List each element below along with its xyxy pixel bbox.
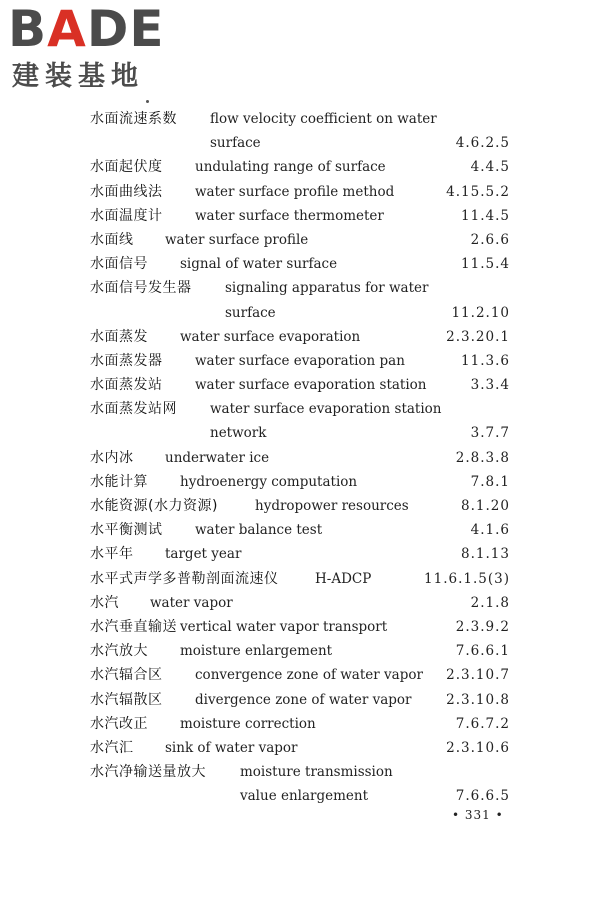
entry-english-term: undulating range of surface: [195, 159, 386, 176]
glossary-entry: [90, 397, 520, 421]
entry-chinese-term: 水面蒸发器: [90, 352, 163, 369]
entry-chinese-term: 水平年: [90, 546, 134, 563]
entry-chinese-term: 水面蒸发: [90, 328, 148, 345]
entry-english-term: underwater ice: [165, 449, 270, 466]
entry-english-term: water surface profile method: [195, 183, 395, 200]
entry-english-term: convergence zone of water vapor: [195, 667, 423, 684]
entry-chinese-term: 水汽垂直输送: [90, 618, 177, 635]
entry-english-term: moisture correction: [180, 715, 316, 732]
entry-chinese-term: 水面蒸发站网: [90, 401, 177, 418]
glossary-entry-continuation: [90, 131, 520, 155]
entry-english-term: moisture transmission: [240, 764, 393, 781]
glossary-entry-continuation: [90, 421, 520, 445]
entry-section-number: 7.6.6.1: [455, 643, 510, 660]
entry-english-term: hydropower resources: [255, 498, 409, 514]
entry-english-term-continued: network: [210, 425, 267, 442]
logo-accent-letter: A: [47, 0, 87, 58]
entry-english-term: signaling apparatus for water: [225, 280, 429, 297]
entry-chinese-term: 水汽净输送量放大: [90, 764, 206, 781]
entry-english-term: signal of water surface: [180, 256, 338, 273]
entry-section-number: 4.6.2.5: [455, 135, 510, 152]
entry-chinese-term: 水能计算: [90, 473, 148, 490]
entry-english-term: vertical water vapor transport: [180, 618, 388, 635]
entry-english-term: water surface evaporation: [180, 328, 361, 345]
glossary-entry: [90, 325, 520, 349]
entry-chinese-term: 水汽辐合区: [90, 667, 163, 684]
entry-chinese-term: 水汽: [90, 594, 119, 611]
glossary-entry: [90, 688, 520, 712]
glossary-entry: [90, 615, 520, 639]
entry-section-number: 2.3.20.1: [446, 328, 510, 345]
entry-section-number: 2.3.10.8: [446, 691, 510, 708]
glossary-entry: [90, 591, 520, 615]
entry-english-term: H-ADCP: [315, 570, 372, 587]
entry-chinese-term: 水平式声学多普勒剖面流速仪: [90, 570, 279, 587]
entry-chinese-term: 水汽汇: [90, 739, 134, 756]
page-number: • 331 •: [452, 808, 504, 822]
entry-english-term: water surface evaporation station: [210, 401, 442, 418]
glossary-entry: [90, 107, 520, 131]
entry-english-term-continued: value enlargement: [240, 788, 369, 805]
entry-chinese-term: 水能资源(水力资源): [90, 498, 218, 514]
entry-chinese-term: 水面线: [90, 231, 134, 248]
glossary-entry: [90, 349, 520, 373]
entry-english-term: target year: [165, 546, 242, 563]
glossary-entry: [90, 518, 520, 542]
entry-section-number: 2.8.3.8: [455, 449, 510, 466]
entry-chinese-term: 水面起伏度: [90, 159, 163, 176]
logo-subtitle: 建装基地: [12, 61, 144, 92]
entry-section-number: 8.1.13: [461, 546, 510, 563]
entry-section-number: 8.1.20: [461, 498, 510, 514]
glossary-entry: [90, 373, 520, 397]
entry-section-number: 11.4.5: [461, 207, 510, 224]
glossary-entry: [90, 252, 520, 276]
entry-english-term: water surface profile: [165, 231, 309, 248]
decorative-dot: [146, 100, 149, 103]
glossary-entry: [90, 180, 520, 204]
glossary-entry: [90, 542, 520, 566]
glossary-entries: [90, 107, 520, 808]
entry-section-number: 7.8.1: [470, 473, 510, 490]
entry-section-number: 11.6.1.5(3): [424, 570, 510, 587]
entry-section-number: 2.6.6: [470, 231, 510, 248]
glossary-entry-continuation: [90, 301, 520, 325]
entry-section-number: 2.3.10.7: [446, 667, 510, 684]
glossary-entry: [90, 228, 520, 252]
entry-english-term: water surface thermometer: [195, 207, 384, 224]
entry-section-number: 7.6.6.5: [455, 788, 510, 805]
glossary-entry: [90, 155, 520, 179]
glossary-entry: [90, 760, 520, 784]
entry-chinese-term: 水内冰: [90, 449, 134, 466]
entry-section-number: 11.3.6: [461, 352, 510, 369]
entry-english-term: water surface evaporation pan: [195, 352, 405, 369]
entry-chinese-term: 水平衡测试: [90, 522, 163, 539]
entry-section-number: 4.15.5.2: [446, 183, 510, 200]
entry-english-term: divergence zone of water vapor: [195, 691, 412, 708]
entry-section-number: 11.2.10: [451, 304, 510, 321]
entry-chinese-term: 水汽放大: [90, 643, 148, 660]
entry-section-number: 7.6.7.2: [455, 715, 510, 732]
bade-logo: [8, 0, 183, 99]
glossary-entry: [90, 276, 520, 300]
glossary-entry: [90, 494, 520, 518]
entry-section-number: 2.1.8: [470, 594, 510, 611]
entry-section-number: 3.7.7: [470, 425, 510, 442]
glossary-entry: [90, 470, 520, 494]
entry-english-term-continued: surface: [225, 304, 276, 321]
entry-section-number: 4.1.6: [470, 522, 510, 539]
entry-section-number: 3.3.4: [470, 377, 510, 394]
glossary-entry: [90, 663, 520, 687]
entry-english-term: water surface evaporation station: [195, 377, 427, 394]
entry-english-term: water vapor: [150, 594, 233, 611]
entry-english-term-continued: surface: [210, 135, 261, 152]
glossary-entry-continuation: [90, 784, 520, 808]
entry-section-number: 2.3.10.6: [446, 739, 510, 756]
entry-chinese-term: 水面信号: [90, 256, 148, 273]
entry-chinese-term: 水汽辐散区: [90, 691, 163, 708]
entry-section-number: 2.3.9.2: [455, 618, 510, 635]
entry-chinese-term: 水面温度计: [90, 207, 163, 224]
entry-chinese-term: 水面信号发生器: [90, 280, 192, 297]
glossary-entry: [90, 639, 520, 663]
entry-chinese-term: 水面蒸发站: [90, 377, 163, 394]
entry-english-term: sink of water vapor: [165, 739, 298, 756]
entry-section-number: 4.4.5: [470, 159, 510, 176]
logo-wordmark: BADE: [8, 0, 165, 58]
entry-english-term: moisture enlargement: [180, 643, 333, 660]
entry-english-term: flow velocity coefficient on water: [210, 111, 437, 127]
entry-chinese-term: 水面曲线法: [90, 183, 163, 200]
glossary-entry: [90, 712, 520, 736]
entry-english-term: water balance test: [195, 522, 323, 539]
glossary-entry: [90, 204, 520, 228]
entry-chinese-term: 水汽改正: [90, 715, 148, 732]
glossary-entry: [90, 736, 520, 760]
glossary-entry: [90, 446, 520, 470]
entry-chinese-term: 水面流速系数: [90, 111, 177, 127]
glossary-entry: [90, 567, 520, 591]
entry-english-term: hydroenergy computation: [180, 473, 358, 490]
entry-section-number: 11.5.4: [461, 256, 510, 273]
